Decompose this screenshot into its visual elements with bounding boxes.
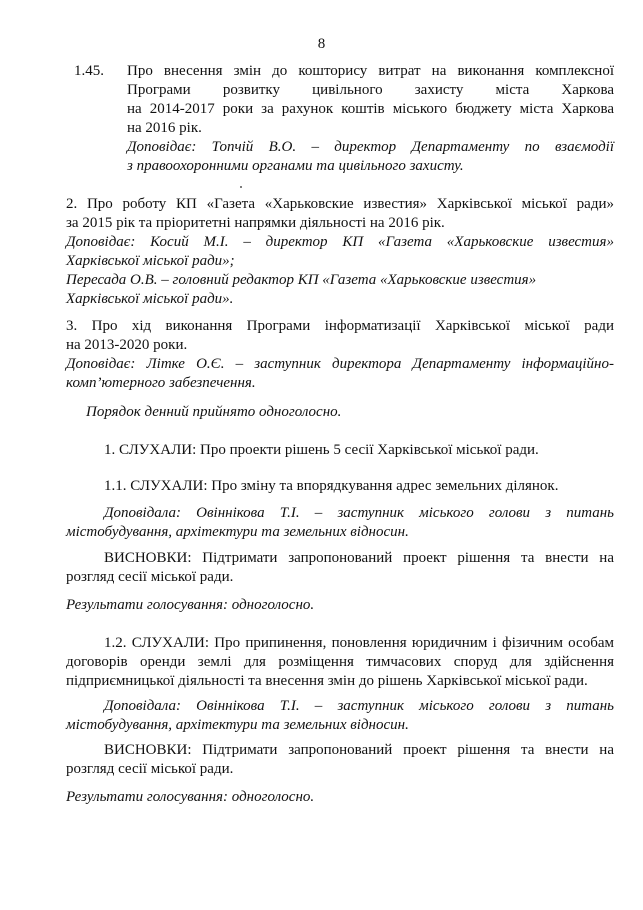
speaker-line: Доповідає: Літке О.Є. – заступник директора Департаменту інформаційно- [66, 356, 614, 372]
heard-1-1-title [104, 477, 614, 496]
agenda-item-3 [66, 317, 614, 393]
heard-1-2-line: 1.2. СЛУХАЛИ: Про припинення, поновлення юридичним і фізичним особам [104, 635, 614, 651]
speaker-line: Харківської міської ради»; [66, 253, 235, 269]
item-text-line: на 2013-2020 роки. [66, 337, 188, 353]
speaker-line: комп’ютерного забезпечення. [66, 375, 256, 391]
speaker-line: Харківської міської ради». [66, 291, 234, 307]
heard-1-2-vote [66, 788, 614, 807]
vote-result: Результати голосування: одноголосно. [66, 789, 315, 805]
heard-1-2-title [66, 634, 614, 691]
speaker-line: Пересада О.В. – головний редактор КП «Газета «Харьковские известия» [66, 272, 537, 288]
conclusion-line: розгляд сесії міської ради. [66, 761, 234, 777]
speaker-line: з правоохоронними органами та цивільного захисту. [127, 158, 464, 174]
conclusion-line: розгляд сесії міської ради. [66, 569, 234, 585]
item-text-line: 3. Про хід виконання Програми інформатизації Харківської міської ради [66, 318, 614, 334]
heard-1 [104, 441, 614, 460]
conclusion-line: ВИСНОВКИ: Підтримати запропонований проект рішення та внести на [104, 742, 614, 758]
speaker-line: Доповідала: Овіннікова Т.І. – заступник міського голови з питань [104, 505, 614, 521]
heard-1-2-line: договорів оренди землі для розміщення тимчасових споруд для здійснення [66, 654, 614, 670]
item-text-line: Програми розвитку цивільного захисту міста Харкова [127, 82, 614, 98]
agenda-adopted-text: Порядок денний прийнято одноголосно. [86, 404, 342, 420]
speaker-line: Доповідала: Овіннікова Т.І. – заступник міського голови з питань [104, 698, 614, 714]
heard-1-2-conclusion [66, 741, 614, 779]
speaker-line: Доповідає: Косий М.І. – директор КП «Газета «Харьковские известия» [66, 234, 614, 250]
agenda-item-2 [66, 195, 614, 309]
heard-1-1-title-text: 1.1. СЛУХАЛИ: Про зміну та впорядкування адрес земельних ділянок. [104, 478, 559, 494]
item-text-line: 2. Про роботу КП «Газета «Харьковские известия» Харківської міської ради» [66, 196, 614, 212]
item-text-line: за 2015 рік та пріоритетні напрямки діяльності на 2016 рік. [66, 215, 445, 231]
item-number: 1.45. [74, 63, 104, 79]
vote-result: Результати голосування: одноголосно. [66, 597, 315, 613]
conclusion-line: ВИСНОВКИ: Підтримати запропонований проект рішення та внести на [104, 550, 614, 566]
stray-dot [240, 186, 242, 188]
item-text-line: Про внесення змін до кошторису витрат на виконання комплексної [127, 63, 614, 79]
heard-1-1-speaker [66, 504, 614, 542]
item-text-line: на 2016 рік. [127, 120, 202, 136]
item-text-line: на 2014-2017 роки за рахунок коштів міського бюджету міста Харкова [127, 101, 614, 117]
page-number: 8 [317, 36, 326, 52]
agenda-adopted [86, 403, 614, 422]
speaker-line: містобудування, архітектури та земельних відносин. [66, 524, 409, 540]
heard-1-text: 1. СЛУХАЛИ: Про проекти рішень 5 сесії Харківської міської ради. [104, 442, 539, 458]
speaker-line: містобудування, архітектури та земельних відносин. [66, 717, 409, 733]
heard-1-1-conclusion [66, 549, 614, 587]
heard-1-1-vote [66, 596, 614, 615]
heard-1-2-speaker [66, 697, 614, 735]
agenda-item-1-45 [74, 62, 614, 176]
heard-1-2-line: підприємницької діяльності та внесення змін до рішень Харківської міської ради. [66, 673, 588, 689]
speaker-line: Доповідає: Топчій В.О. – директор Департаменту по взаємодії [127, 139, 614, 155]
